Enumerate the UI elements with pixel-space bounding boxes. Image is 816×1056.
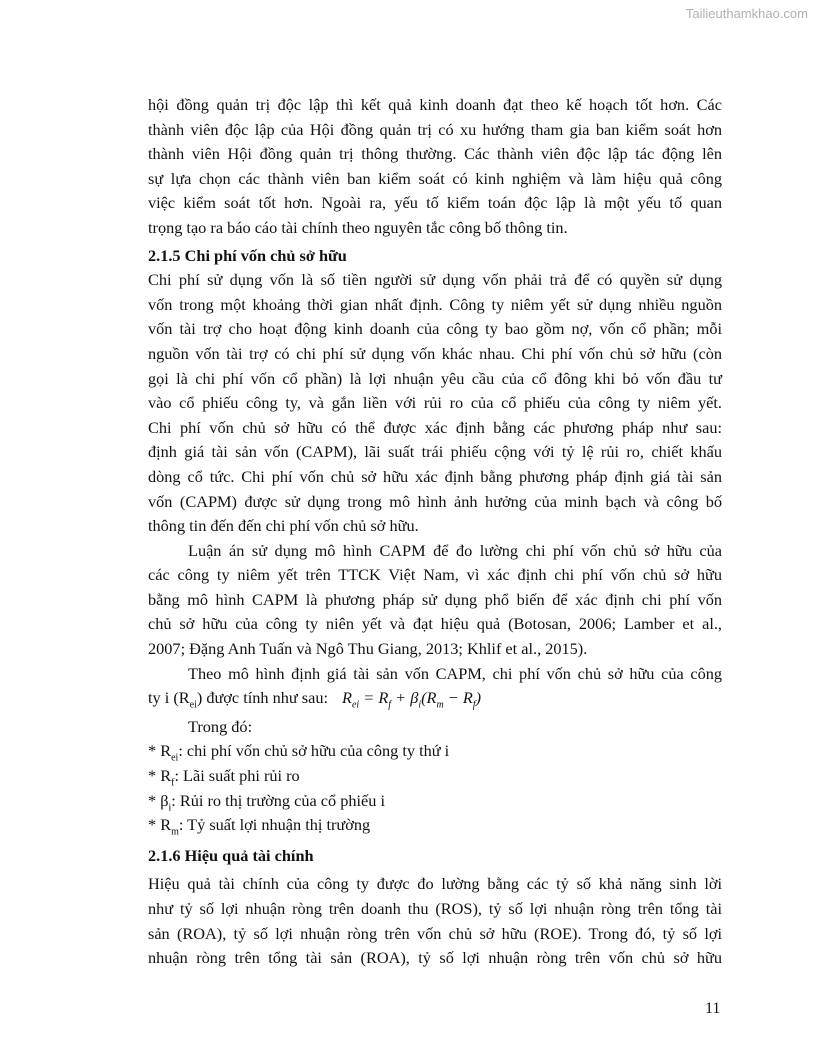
- text-line: thành viên độc lập của Hội đồng quản trị có xu hướng tham gia ban kiểm soát hơn: [148, 119, 722, 139]
- text-line: sự lựa chọn các thành viên ban kiểm soát có kinh nghiệm và làm hiệu quả công: [148, 168, 722, 188]
- text-line: 2007; Đặng Anh Tuấn và Ngô Thu Giang, 2013; Khlif et al., 2015).: [148, 639, 588, 659]
- paragraph: [148, 268, 722, 539]
- text-line: Chi phí sử dụng vốn là số tiền người sử dụng vốn phải trả để có quyền sử dụng: [148, 270, 722, 290]
- text-line: hội đồng quản trị độc lập thì kết quả kinh doanh đạt theo kế hoạch tốt hơn. Các: [148, 95, 722, 114]
- text-line: vốn tài trợ cho hoạt động kinh doanh của công ty bao gồm nợ, vốn cổ phần; mỗi: [148, 319, 722, 339]
- definition-list: [148, 739, 722, 837]
- text-line: như tỷ số lợi nhuận ròng trên doanh thu (ROS), tỷ số lợi nhuận ròng trên tổng tài: [148, 899, 722, 918]
- text-line: chủ sở hữu của công ty niên yết và đạt hiệu quả (Botosan, 2006; Lamber et al.,: [148, 614, 722, 634]
- paragraph: [148, 872, 722, 970]
- section-heading-2-1-6: 2.1.6 Hiệu quả tài chính: [148, 845, 314, 865]
- definition-item: * $\beta_i$: Rủi ro thị trường của cổ phiếu i: [148, 790, 385, 813]
- text-line: dòng cổ tức. Chi phí vốn chủ sở hữu xác định bằng phương pháp định giá tài sản: [148, 466, 722, 486]
- text-line: bằng mô hình CAPM là phương pháp sử dụng phổ biến để xác định chi phí vốn: [148, 589, 722, 609]
- page-number: 11: [705, 1000, 721, 1017]
- text-line: Chi phí vốn chủ sở hữu có thể được xác định bằng các phương pháp như sau:: [148, 417, 722, 437]
- text-line: sản (ROA), tỷ số lợi nhuận ròng trên vốn chủ sở hữu (ROE). Trong đó, tỷ số lợi: [148, 923, 722, 943]
- text-line: nguồn vốn tài trợ có chi phí sử dụng vốn khác nhau. Chi phí vốn chủ sở hữu (còn: [148, 343, 722, 363]
- text-line: [148, 686, 722, 711]
- document-body: [148, 93, 722, 971]
- text-line: thông tin đến đến chi phí vốn chủ sở hữu.: [148, 516, 419, 536]
- definition-item: * $R_m$: Tỷ suất lợi nhuận thị trường: [148, 815, 371, 838]
- subscript: ei: [189, 699, 197, 711]
- text-line: Theo mô hình định giá tài sản vốn CAPM, chi phí vốn chủ sở hữu của công: [188, 663, 722, 683]
- text-line: trọng tạo ra báo cáo tài chính theo nguyên tắc công bố thông tin.: [148, 217, 568, 237]
- text-line: vào cổ phiếu công ty, và gắn liền với rủi ro của cổ phiếu của công ty niêm yết.: [148, 393, 722, 413]
- intro-paragraph: [148, 93, 722, 241]
- text-line: các công ty niêm yết trên TTCK Việt Nam, vì xác định chi phí vốn chủ sở hữu: [148, 565, 722, 585]
- text-line: Luận án sử dụng mô hình CAPM để đo lường chi phí vốn chủ sở hữu của: [188, 540, 722, 560]
- capm-formula: $R_{ei} = R_f + \beta_i(R_m - R_f)$: [342, 688, 481, 711]
- text: ty i (R: [148, 688, 190, 708]
- text-line: gọi là chi phí vốn cổ phần) là lợi nhuận yêu cầu của cổ đông khi bỏ vốn đầu tư: [148, 368, 722, 388]
- text-line: thành viên Hội đồng quản trị thông thường. Các thành viên độc lập tác động lên: [148, 144, 722, 164]
- text-line: vốn trong một khoảng thời gian nhất định. Công ty niêm yết sử dụng nhiều nguồn: [148, 294, 722, 314]
- definition-item: * $R_f$: Lãi suất phi rủi ro: [148, 766, 300, 789]
- paragraph: [148, 539, 722, 662]
- text-line: vốn (CAPM) được sử dụng trong mô hình ảnh hưởng của minh bạch và công bố: [148, 491, 722, 511]
- text-line: việc kiểm soát tốt hơn. Ngoài ra, yếu tố kiểm toán độc lập là một yếu tố quan: [148, 193, 722, 213]
- text-line: Hiệu quả tài chính của công ty được đo lường bằng các tỷ số khả năng sinh lời: [148, 874, 722, 894]
- text-line: nhuận ròng trên tổng tài sản (ROA), tỷ số lợi nhuận ròng trên vốn chủ sở hữu: [148, 948, 722, 968]
- where-label: Trong đó:: [188, 716, 253, 736]
- section-heading-2-1-5: 2.1.5 Chi phí vốn chủ sở hữu: [148, 245, 347, 265]
- definition-item: * $R_{ei}$: chi phí vốn chủ sở hữu của công ty thứ i: [148, 741, 450, 764]
- watermark: Tailieuthamkhao.com: [685, 6, 808, 21]
- text: ) được tính như sau:: [196, 688, 329, 708]
- paragraph: [148, 662, 722, 711]
- text-line: định giá tài sản vốn (CAPM), lãi suất trái phiếu cộng với tỷ lệ rủi ro, chiết khấu: [148, 442, 722, 462]
